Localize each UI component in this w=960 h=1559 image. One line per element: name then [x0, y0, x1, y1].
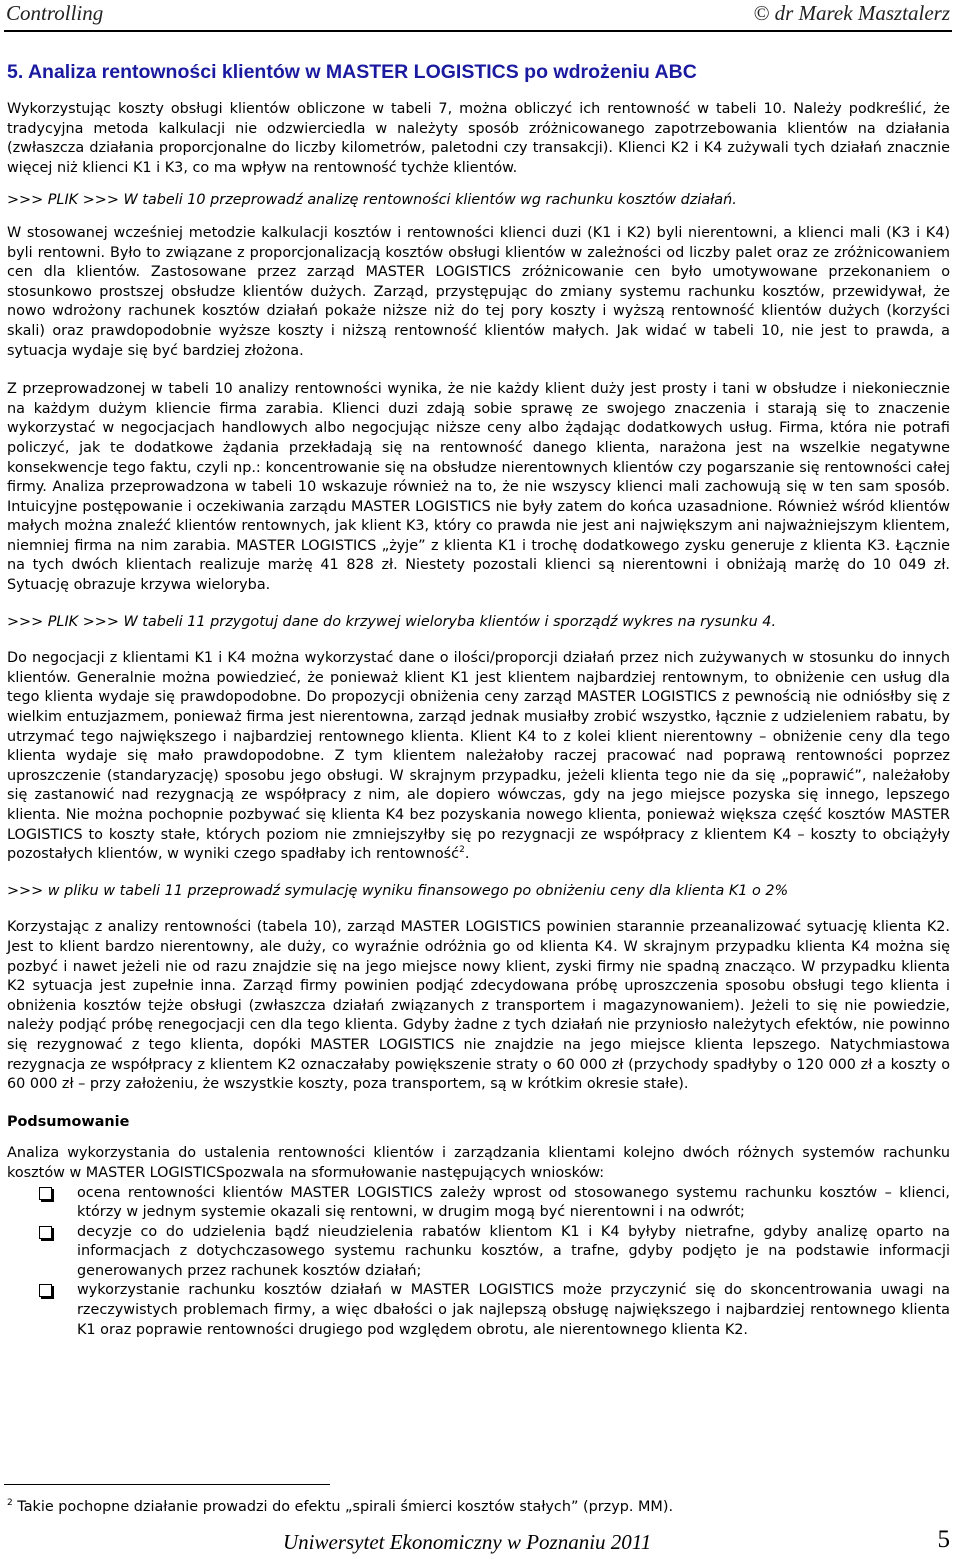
footnote	[7, 1498, 673, 1517]
checkbox-bullet-icon	[39, 1187, 52, 1200]
task-instruction-1: >>> PLIK >>> W tabeli 10 przeprowadź analizę rentowności klientów wg rachunku kosztów działań.	[7, 192, 737, 209]
paragraph-intro: Wykorzystując koszty obsługi klientów obliczone w tabeli 7, można obliczyć ich rentowność w tabeli 10. Należy podkreślić, że tradycyjna metoda kalkulacji nie odzwierciedla w należyty sposób zróżnicowanego zapotrzebowania klientów na działania (zwłaszcza działania proporcjonalne do liczby kilometrów, paletodni czy transakcji). Klienci K2 i K4 zużywali tych działań znacznie więcej niż klienci K1 i K3, co ma wpływ na rentowność tychże klientów.	[7, 101, 950, 176]
page-number: 5	[937, 1526, 950, 1553]
checkbox-bullet-icon	[39, 1226, 52, 1239]
task-instruction-2: >>> PLIK >>> W tabeli 11 przygotuj dane do krzywej wieloryba klientów i sporządź wykres na rysunku 4.	[7, 613, 777, 630]
page-footer	[0, 1526, 950, 1558]
page-header	[6, 0, 950, 30]
list-item	[7, 1223, 950, 1282]
paragraph-previous-method: W stosowanej wcześniej metodzie kalkulacji kosztów i rentowności klienci duzi (K1 i K2) byli nierentowni, a klienci mali (K3 i K4) byli rentowni. Było to związane z proporcjonalizacją kosztów obsługi klientów w zależności od liczby palet oraz ze zróżnicowaniem cen dla klientów. Zastosowane przez zarząd MASTER LOGISTICS zróżnicowanie cen było umotywowane przekonaniem o stosunkowo prostszej obsłudze klientów dużych. Zarząd, przystępując do zmiany systemu rachunku kosztów, przewidywał, że nowo wdrożony rachunek kosztów działań pokaże niższe niż do tej pory koszty i wyższą rentowność klientów dużych (korzyści skali) oraz prawdopodobnie wyższe koszty i niższą rentowność klientów małych. Jak widać w tabeli 10, nie jest to prawda, a sytuacja wydaje się być bardziej złożona.	[7, 224, 950, 359]
document-body	[7, 60, 950, 1340]
list-item-text: ocena rentowności klientów MASTER LOGISTICS zależy wprost od stosowanego systemu rachunku kosztów – klienci, którzy w jednym systemie okazali się rentowni, w drugim mogą być nierentowni i na odwrót;	[77, 1184, 950, 1221]
paragraph-negotiations-text: Do negocjacji z klientami K1 i K4 można wykorzystać dane o ilości/proporcji działań przez nich zużywanych w stosunku do innych klientów. Generalnie można powiedzieć, że ponieważ klient K1 jest klientem najbardziej rentownym, to obniżenie cen usług dla tego klienta wydaje się prawdopodobne. Do propozycji obniżenia ceny zarząd MASTER LOGISTICS z pewnością nie odniósłby się z wielkim entuzjazmem, ponieważ firma jest nierentowna, zarząd jednak musiałby zrobić wszystko, łącznie z udzieleniem rabatu, by utrzymać tego największego i najbardziej rentownego klienta. Klient K4 to z kolei klient nierentowny – obniżenie ceny dla tego klienta wydaje się mało prawdopodobne. Z tym klientem należałoby raczej pracować nad poprawą rentowności poprzez uproszczenie (standaryzację) sposobu jego obsługi. W skrajnym przypadku, jeżeli klienta tego nie da się „poprawić”, należałoby się zastanowić nad rezygnacją ze współpracy z nim, ale dopiero wówczas, gdy na jego miejsce pozyska się innego, lepszego klienta. Nie można pochopnie pozbywać się klienta K4 bez pozyskania nowego klienta, ponieważ większa część kosztów MASTER LOGISTICS to koszty stałe, których poziom nie zmniejszyłby się po rezygnacji ze współpracy z klientem K4 – koszty to obciążyły pozostałych klientów, w wyniki czego spadłaby ich rentowność	[7, 650, 950, 863]
paragraph-negotiations-end: .	[464, 846, 470, 863]
summary-intro: Analiza wykorzystania do ustalenia rentowności klientów i zarządzania klientami kolejno dwóch różnych systemów rachunku kosztów w MASTER LOGISTICSpozwala na sformułowanie następujących wniosków:	[7, 1145, 950, 1181]
summary-heading: Podsumowanie	[7, 1113, 130, 1130]
list-item-text: wykorzystanie rachunku kosztów działań w MASTER LOGISTICS może przyczynić się do skoncentrowania uwagi na rzeczywistych problemach firmy, a więc dbałości o jak najlepszą obsługę największego i najbardziej rentownego klienta K1 oraz poprawie rentowności drugiego pod względem obrotu, ale nierentownego klienta K2.	[77, 1282, 950, 1338]
header-author: © dr Marek Masztalerz	[753, 1, 950, 25]
footnote-ref[interactable]: 2	[459, 845, 465, 856]
footnote-divider	[4, 1484, 330, 1485]
paragraph-negotiations	[7, 649, 950, 865]
list-item-text: decyzje co do udzielenia bądź nieudzielenia rabatów klientom K1 i K4 byłyby nietrafne, gdyby analizę oparto na informacjach z dotychczasowego systemu rachunku kosztów, a trafne, gdyby podjęto je na podstawie informacji generowanych przez rachunek kosztów działań;	[77, 1223, 950, 1279]
summary-list	[7, 1184, 950, 1341]
task-instruction-3: >>> w pliku w tabeli 11 przeprowadź symulację wyniku finansowego po obniżeniu ceny dla klienta K1 o 2%	[7, 882, 789, 899]
section-title: 5. Analiza rentowności klientów w MASTER LOGISTICS po wdrożeniu ABC	[7, 61, 697, 83]
list-item	[7, 1281, 950, 1340]
footer-university: Uniwersytet Ekonomiczny w Poznaniu 2011	[283, 1530, 652, 1554]
footnote-text: Takie pochopne działanie prowadzi do efektu „spirali śmierci kosztów stałych” (przyp. MM).	[12, 1499, 674, 1515]
header-course-title: Controlling	[6, 1, 104, 25]
checkbox-bullet-icon	[39, 1284, 52, 1297]
footnote-number: 2	[7, 1498, 13, 1509]
header-divider	[4, 30, 952, 32]
list-item	[7, 1184, 950, 1223]
paragraph-profitability-analysis: Z przeprowadzonej w tabeli 10 analizy rentowności wynika, że nie każdy klient duży jest prosty i tani w obsłudze i niekoniecznie na każdym dużym kliencie firma zarabia. Klienci duzi zdają sobie sprawę ze swojego znaczenia i starają się to znaczenie wykorzystać w negocjacjach handlowych albo negocjując niższe ceny albo żądając dodatkowych usług. Firma, która nie potrafi policzyć, jak te dodatkowe żądania przekładają się na rentowność danego klienta, narażona jest na wszelkie negatywne konsekwencje tego faktu, czyli np.: koncentrowanie się na obsłudze nierentownych klientów czy pogarszanie się rentowności całej firmy. Analiza przeprowadzona w tabeli 10 wskazuje również na to, że nie wszyscy klienci mali zachowują się w ten sam sposób. Intuicyjne postępowanie i oczekiwania zarządu MASTER LOGISTICS nie były zatem do końca uzasadnione. Również wśród klientów małych można znaleźć klientów rentownych, jak klient K3, który co prawda nie jest ani największym ani najważniejszym klientem, niemniej firma na nim zarabia. MASTER LOGISTICS „żyje” z klienta K1 i trochę dodatkowego zysku generuje z klienta K3. Łącznie na tych dwóch klientach realizuje marżę 41 828 zł. Niestety pozostali klienci są nierentowni i obniżają marżę do 10 049 zł. Sytuację obrazuje krzywa wieloryba.	[7, 381, 950, 594]
paragraph-client-k2: Korzystając z analizy rentowności (tabela 10), zarząd MASTER LOGISTICS powinien starannie przeanalizować sytuację klienta K2. Jest to klient bardzo nierentowny, ale duży, co wyraźnie odróżnia go od klienta K4. W skrajnym przypadku klienta K4 można się pozbyć i nawet jeżeli nie od razu znajdzie się na jego miejsce nowy klient, zyski firmy nie spadną znacząco. W przypadku klienta K2 sytuacja jest zupełnie inna. Zarząd firmy powinien podjąć zdecydowana próbę uproszczenia sposobu obsługi tego klienta i obniżenia kosztów tejże obsługi (zwłaszcza działań związanych z transportem i magazynowaniem). Jeżeli to się nie powiedzie, należy podjąć próbę renegocjacji cen dla tego klienta. Gdyby żadne z tych działań nie przyniosło należytych efektów, nie powinno się rezygnować z tego klienta, dopóki MASTER LOGISTICS nie znajdzie na jego miejsce klienta lepszego. Natychmiastowa rezygnacja ze współpracy z klientem K2 oznaczałaby powiększenie straty o 60 000 zł (przychody spadłyby o 120 000 zł a koszty o 60 000 zł – przy założeniu, że wszystkie koszty, poza transportem, są w krótkim okresie stałe).	[7, 919, 950, 1093]
